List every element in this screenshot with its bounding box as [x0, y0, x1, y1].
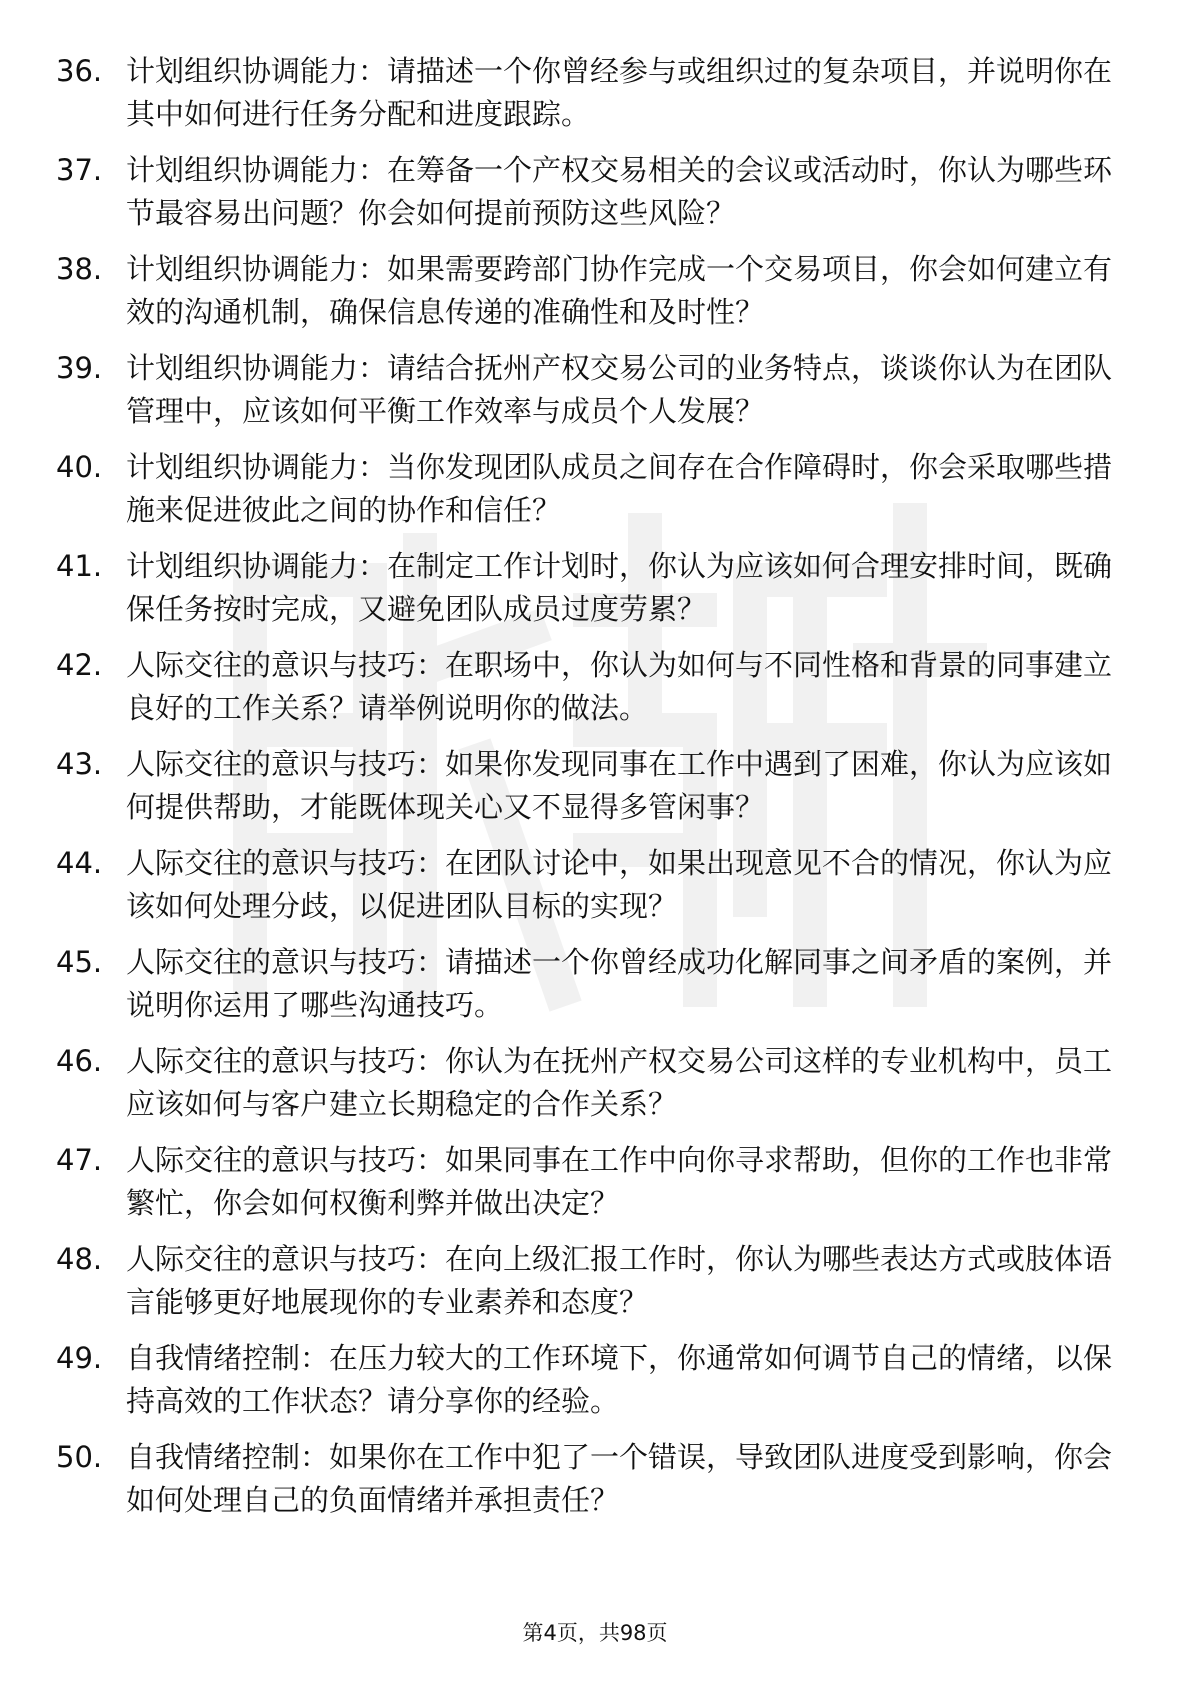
- list-item: [56, 1337, 1116, 1436]
- question-text: 计划组织协调能力：在筹备一个产权交易相关的会议或活动时，你认为哪些环节最容易出问题？你会如何提前预防这些风险？: [126, 153, 1113, 230]
- list-item: [56, 446, 1116, 545]
- question-number: 37.: [56, 153, 103, 187]
- question-number: 42.: [56, 648, 103, 682]
- question-text: 人际交往的意识与技巧：如果你发现同事在工作中遇到了困难，你认为应该如何提供帮助，才能既体现关心又不显得多管闲事？: [126, 747, 1113, 824]
- page-footer: 第4页，共98页: [522, 1621, 668, 1645]
- list-item: [56, 743, 1116, 842]
- list-item: [56, 149, 1116, 248]
- question-number: 38.: [56, 252, 103, 286]
- question-number: 43.: [56, 747, 103, 781]
- list-item: [56, 941, 1116, 1040]
- question-text: 自我情绪控制：如果你在工作中犯了一个错误，导致团队进度受到影响，你会如何处理自己的负面情绪并承担责任？: [126, 1440, 1113, 1517]
- question-number: 45.: [56, 945, 103, 979]
- question-number: 46.: [56, 1044, 103, 1078]
- list-item: [56, 347, 1116, 446]
- list-item: [56, 644, 1116, 743]
- list-item: [56, 842, 1116, 941]
- list-item: [56, 1238, 1116, 1337]
- question-text: 人际交往的意识与技巧：在团队讨论中，如果出现意见不合的情况，你认为应该如何处理分歧，以促进团队目标的实现？: [126, 846, 1113, 923]
- question-number: 49.: [56, 1341, 103, 1375]
- question-number: 50.: [56, 1440, 103, 1474]
- question-text: 人际交往的意识与技巧：如果同事在工作中向你寻求帮助，但你的工作也非常繁忙，你会如何权衡利弊并做出决定？: [126, 1143, 1113, 1220]
- question-text: 自我情绪控制：在压力较大的工作环境下，你通常如何调节自己的情绪，以保持高效的工作状态？请分享你的经验。: [126, 1341, 1113, 1418]
- list-item: [56, 1139, 1116, 1238]
- list-item: [56, 248, 1116, 347]
- question-text: 计划组织协调能力：请结合抚州产权交易公司的业务特点，谈谈你认为在团队管理中，应该如何平衡工作效率与成员个人发展？: [126, 351, 1113, 428]
- question-text: 计划组织协调能力：在制定工作计划时，你认为应该如何合理安排时间，既确保任务按时完成，又避免团队成员过度劳累？: [126, 549, 1113, 626]
- list-item: [56, 1436, 1116, 1535]
- question-number: 48.: [56, 1242, 103, 1276]
- question-text: 人际交往的意识与技巧：你认为在抚州产权交易公司这样的专业机构中，员工应该如何与客户建立长期稳定的合作关系？: [126, 1044, 1113, 1121]
- question-text: 计划组织协调能力：当你发现团队成员之间存在合作障碍时，你会采取哪些措施来促进彼此之间的协作和信任？: [126, 450, 1113, 527]
- list-item: [56, 1040, 1116, 1139]
- question-text: 计划组织协调能力：请描述一个你曾经参与或组织过的复杂项目，并说明你在其中如何进行任务分配和进度跟踪。: [126, 54, 1113, 131]
- question-number: 47.: [56, 1143, 103, 1177]
- question-list: [56, 50, 1116, 1535]
- question-text: 人际交往的意识与技巧：在职场中，你认为如何与不同性格和背景的同事建立良好的工作关系？请举例说明你的做法。: [126, 648, 1113, 725]
- question-text: 计划组织协调能力：如果需要跨部门协作完成一个交易项目，你会如何建立有效的沟通机制，确保信息传递的准确性和及时性？: [126, 252, 1113, 329]
- list-item: [56, 50, 1116, 149]
- question-number: 39.: [56, 351, 103, 385]
- question-number: 40.: [56, 450, 103, 484]
- question-text: 人际交往的意识与技巧：请描述一个你曾经成功化解同事之间矛盾的案例，并说明你运用了哪些沟通技巧。: [126, 945, 1113, 1022]
- list-item: [56, 545, 1116, 644]
- question-number: 41.: [56, 549, 103, 583]
- question-text: 人际交往的意识与技巧：在向上级汇报工作时，你认为哪些表达方式或肢体语言能够更好地展现你的专业素养和态度？: [126, 1242, 1113, 1319]
- question-number: 44.: [56, 846, 103, 880]
- question-number: 36.: [56, 54, 103, 88]
